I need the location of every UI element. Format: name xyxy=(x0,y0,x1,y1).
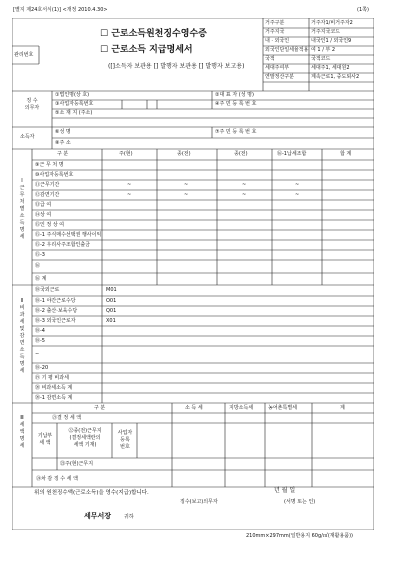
s2-row-night: ⑱-1 야간근로수당 xyxy=(35,298,76,304)
section1-col-current: 주(현) xyxy=(119,151,133,157)
s1-row-bonus: ⑭상 여 xyxy=(35,212,52,218)
tilde-1: ~ xyxy=(127,182,132,188)
earner-resident-no: ⑦주 민 등 록 번 호 xyxy=(215,129,257,135)
tax-office-label: 세무서장 xyxy=(84,512,112,520)
title-line-2: ☐ 근로소득 지급명세서 xyxy=(100,45,193,55)
date-line: 년 월 일 xyxy=(274,487,296,494)
payer-company-name: ①법인명(상 호) xyxy=(55,92,90,98)
s3-prev-workplace: ㉒종(전)근무지 (결정세액란의 세액 기재) xyxy=(68,428,102,448)
payer-label: 징 수 의무자 xyxy=(24,98,40,111)
receipt-statement: 위의 원천징수액(근로소득)을 영수(지급)합니다. xyxy=(34,490,149,496)
section2-label: Ⅱ 비 과 세 및 감 면 소 득 명 세 xyxy=(19,298,25,374)
payer-address: ⑤소 재 지 (주소) xyxy=(55,110,93,116)
form-number: [별지 제24호서식(1)] <개정 2010.4.30> xyxy=(13,7,108,13)
s1-row-salary: ⑬급 여 xyxy=(35,202,52,208)
section3-label: Ⅲ 세 액 명 세 xyxy=(19,415,25,449)
s3-col-rural-tax: 농어촌특별세 xyxy=(268,405,297,411)
s2-row-nontax-total: ⑳ 비과세소득 계 xyxy=(35,385,73,391)
s1-row-stock-option: ⑮-1 주식매수선택권 행사이익 xyxy=(35,232,102,238)
flat-rate-label: 외국인단일세율적용 xyxy=(265,47,309,53)
paper-spec: 210mm×297mm(일반용지 60g/㎡(재활용품)) xyxy=(246,533,354,539)
s1-row-16: ⑯ xyxy=(35,263,41,269)
form-sheet xyxy=(12,18,374,530)
s2-row-foreign: ⑱-3 외국인근로자 xyxy=(35,318,76,324)
s2-code-night: O01 xyxy=(106,298,117,304)
s3-biz-no-label: 사업자 등록 번호 xyxy=(117,430,133,450)
section1-col-prev2: 종(전) xyxy=(234,151,248,157)
settlement-type-label: 연말정산구분 xyxy=(265,74,294,80)
earner-address: ⑧주 소 xyxy=(55,140,71,146)
s3-prepaid-label: 기납부 세 액 xyxy=(37,433,53,446)
s2-row-childcare: ⑱-2 출산·보육수당 xyxy=(35,308,78,314)
s3-col-local-tax: 지방소득세 xyxy=(229,405,254,411)
s2-row-4: ⑱-4 xyxy=(35,328,45,334)
s3-col-total: 계 xyxy=(340,405,345,411)
nationality-type-value: 내국인1 / 외국인9 xyxy=(311,38,352,44)
tilde-2: ~ xyxy=(184,182,189,188)
nationality-type-label: 내 · 외국인 xyxy=(265,38,290,44)
payer-biz-reg-no: ③사업자등록번호 xyxy=(55,101,94,107)
payer-signature-label: 징수(보고)의무자 xyxy=(180,499,218,505)
s1-row-esop: ⑮-2 우리사주조합인출금 xyxy=(35,242,91,248)
s1-row-total: ⑯ 계 xyxy=(35,276,47,282)
s2-row-exempt-prev: ⑲ 기 평 비과세 xyxy=(35,375,69,381)
s2-row-overseas: ⑱국외근로 xyxy=(35,287,60,293)
tilde-7: ~ xyxy=(242,192,247,198)
copy-type-selector: ([]소득자 보관용 [] 발행자 보관용 [] 발행자 보고용) xyxy=(108,63,245,70)
s1-row-3: ⑮-3 xyxy=(35,252,45,258)
s2-code-childcare: Q01 xyxy=(106,308,117,314)
section1-label: Ⅰ 근 무 처 별 소 득 명 세 xyxy=(19,178,25,240)
s1-row-workplace: ⑨근 무 처 명 xyxy=(35,162,64,168)
s3-col-category: 구 분 xyxy=(94,405,106,411)
tilde-8: ~ xyxy=(295,192,300,198)
tilde-3: ~ xyxy=(242,182,247,188)
flat-rate-value: 여 1 / 부 2 xyxy=(311,47,336,53)
residence-country-label: 거주지국 xyxy=(265,29,285,35)
householder-value: 세대주1, 세대원2 xyxy=(311,65,350,71)
title-line-1: ☐ 근로소득원천징수영수증 xyxy=(100,29,207,39)
s3-row-withholding: ㉔차 감 징 수 세 액 xyxy=(36,476,78,482)
s2-row-reduction-total: ⑳-1 감면소득 계 xyxy=(35,395,73,401)
section1-col-prev1: 종(전) xyxy=(177,151,191,157)
tilde-5: ~ xyxy=(127,192,132,198)
s2-code-foreign: X01 xyxy=(106,318,116,324)
s2-row-20: ⑱-20 xyxy=(35,365,49,371)
payer-representative: ②대 표 자 (성 명) xyxy=(215,92,254,98)
s2-row-ellipsis: ∼ xyxy=(35,351,40,357)
s3-row-determined: ㉑결 정 세 액 xyxy=(52,415,82,421)
payer-resident-no: ④주 민 등 록 번 호 xyxy=(215,101,257,107)
nationality-value: 국적코드 xyxy=(311,56,331,62)
signature-hint: (서명 또는 인) xyxy=(284,499,316,505)
tilde-4: ~ xyxy=(295,182,300,188)
s3-col-income-tax: 소 득 세 xyxy=(185,405,203,411)
residency-type-label: 거주구분 xyxy=(265,20,285,26)
s3-row-current: ㉓주(현)근무지 xyxy=(60,461,94,467)
s2-code-overseas: M01 xyxy=(106,287,117,293)
s2-row-5: ⑱-5 xyxy=(35,338,45,344)
tilde-6: ~ xyxy=(184,192,189,198)
page-number: (1쪽) xyxy=(357,7,369,13)
nationality-label: 국적 xyxy=(265,56,275,62)
s1-row-reduction-period: ⑫감면기간 xyxy=(35,192,60,198)
earner-label: 소득자 xyxy=(20,134,35,140)
honorific: 귀하 xyxy=(124,514,134,520)
s1-row-biz-no: ⑩사업자등록번호 xyxy=(35,172,74,178)
section1-col-category: 구 분 xyxy=(57,151,69,157)
residency-type-value: 거주자1/비거주자2 xyxy=(311,20,353,26)
settlement-type-value: 계속근로1, 중도퇴사2 xyxy=(311,74,360,80)
householder-label: 세대주여부 xyxy=(265,65,290,71)
s1-row-deemed-bonus: ⑮인 정 상 여 xyxy=(35,222,65,228)
earner-name: ⑥성 명 xyxy=(55,129,71,135)
management-number-label: 관리번호 xyxy=(14,52,34,58)
section1-col-tax-union: ⑯-1납세조합 xyxy=(277,151,307,157)
residence-country-value: 거주지국코드 xyxy=(311,29,340,35)
s1-row-work-period: ⑪근무기간 xyxy=(35,182,60,188)
section1-col-total: 합 계 xyxy=(340,151,352,157)
